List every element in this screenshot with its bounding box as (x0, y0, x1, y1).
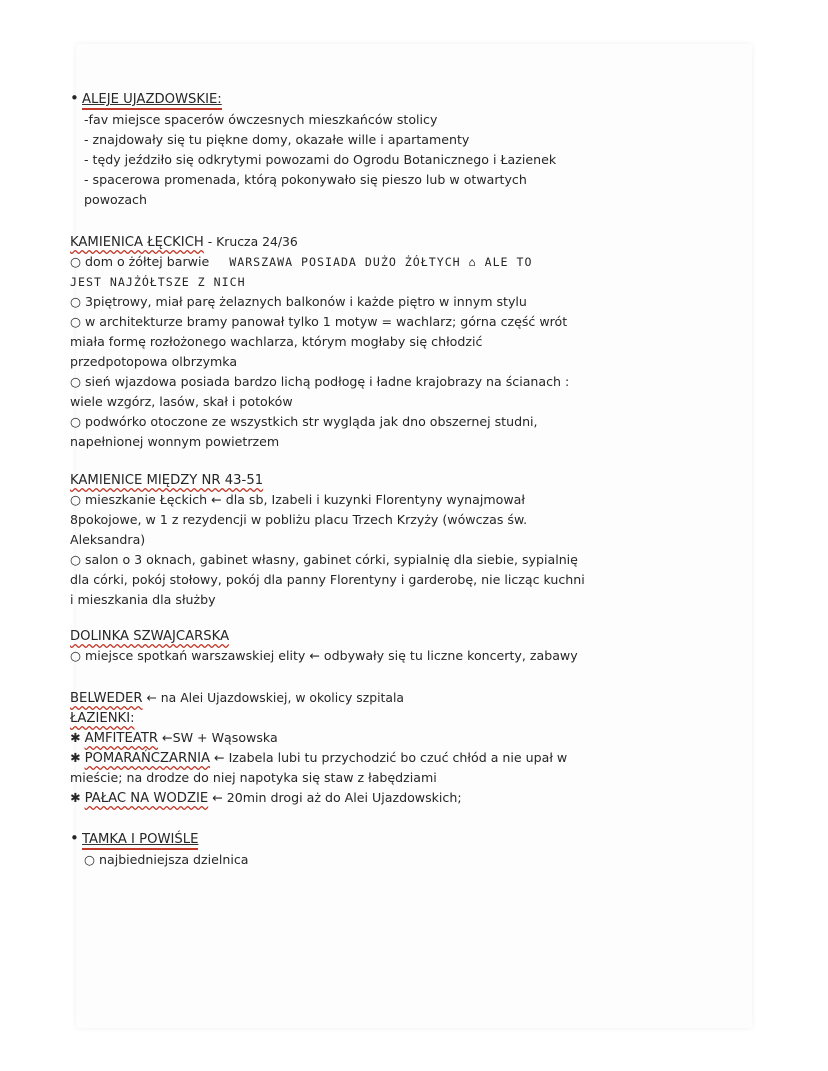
text-line: ○ podwórko otoczone ze wszystkich str wygląda jak dno obszernej studni, (70, 414, 538, 429)
section-title: KAMIENICE MIĘDZY NR 43-51 (70, 473, 264, 488)
text-line: ○ salon o 3 oknach, gabinet własny, gabinet córki, sypialnię dla siebie, sypialnię (70, 552, 578, 567)
section-title: BELWEDER (70, 691, 143, 706)
text-line: 8pokojowe, w 1 z rezydencji w pobliżu placu Trzech Krzyży (wówczas św. (70, 512, 528, 527)
handwritten-note: JEST NAJŻÓŁTSZE Z NICH (70, 275, 246, 289)
section-title: DOLINKA SZWAJCARSKA (70, 629, 230, 644)
section-dolinka (70, 626, 670, 666)
item-text: ← Izabela lubi tu przychodzić bo czuć chłód a nie upał w (210, 750, 568, 765)
text-line: - znajdowały się tu piękne domy, okazałe wille i apartamenty (84, 132, 470, 147)
bullet-dot: • (70, 89, 79, 107)
text-line: miała formę rozłożonego wachlarza, którym mogłaby się chłodzić (70, 334, 483, 349)
text-line: ○ miejsce spotkań warszawskiej elity ← odbywały się tu liczne koncerty, zabawy (70, 648, 578, 663)
handwritten-note: WARSZAWA POSIADA DUŻO ŻÓŁTYCH ⌂ ALE TO (229, 255, 533, 269)
list-item (70, 728, 670, 748)
text-line: -fav miejsce spacerów ówczesnych mieszkańców stolicy (84, 112, 438, 127)
address-text: - Krucza 24/36 (203, 234, 298, 249)
text-line: ○ dom o żółtej barwie (70, 254, 210, 269)
section-body (70, 110, 670, 210)
item-name: POMARAŃCZARNIA (84, 751, 211, 766)
section-title: KAMIENICA ŁĘCKICH (70, 235, 204, 250)
asterisk-icon: ✱ (70, 730, 85, 745)
text-line: Aleksandra) (70, 532, 146, 547)
text-line: ○ sień wjazdowa posiada bardzo lichą podłogę i ładne krajobrazy na ścianach : (70, 374, 570, 389)
item-name: PAŁAC NA WODZIE (84, 791, 209, 806)
text-line: - tędy jeździło się odkrytymi powozami do Ogrodu Botanicznego i Łazienek (84, 152, 557, 167)
text-line: przedpotopowa olbrzymka (70, 354, 238, 369)
text-line: powozach (84, 192, 147, 207)
section-kamienica-leckich (70, 232, 670, 452)
subsection-title: ŁAZIENKI: (70, 711, 135, 726)
text-line: ○ mieszkanie Łęckich ← dla sb, Izabeli i kuzynki Florentyny wynajmował (70, 492, 525, 507)
text-line: ○ 3piętrowy, miał parę żelaznych balkonów i każde piętro w innym stylu (70, 294, 527, 309)
notes-content (70, 88, 670, 870)
text-line: ○ najbiedniejsza dzielnica (84, 852, 249, 867)
item-name: AMFITEATR (84, 731, 159, 746)
text-line: napełnionej wonnym powietrzem (70, 434, 280, 449)
list-item (70, 788, 670, 808)
asterisk-icon: ✱ (70, 790, 85, 805)
item-text: ←SW + Wąsowska (158, 730, 278, 745)
text-line: i mieszkania dla służby (70, 592, 216, 607)
section-belweder-lazienki (70, 688, 670, 808)
section-title: ALEJE UJAZDOWSKIE: (82, 92, 222, 110)
text-line: wiele wzgórz, lasów, skał i potoków (70, 394, 293, 409)
item-text: ← 20min drogi aż do Alei Ujazdowskich; (208, 790, 462, 805)
text-line: ○ w architekturze bramy panował tylko 1 motyw = wachlarz; górna część wrót (70, 314, 568, 329)
text-line: - spacerowa promenada, którą pokonywało się pieszo lub w otwartych (84, 172, 527, 187)
list-item (70, 748, 670, 768)
text-line: ← na Alei Ujazdowskiej, w okolicy szpitala (142, 690, 405, 705)
section-aleje (70, 88, 670, 210)
text-line: dla córki, pokój stołowy, pokój dla panny Florentyny i garderobę, nie licząc kuchni (70, 572, 585, 587)
asterisk-icon: ✱ (70, 750, 85, 765)
section-tamka (70, 828, 670, 870)
list-item (70, 768, 670, 788)
bullet-dot: • (70, 829, 79, 847)
section-title: TAMKA I POWIŚLE (82, 832, 198, 850)
section-kamienice-miedzy (70, 470, 670, 610)
item-text: mieście; na drodze do niej napotyka się staw z łabędziami (70, 770, 437, 785)
